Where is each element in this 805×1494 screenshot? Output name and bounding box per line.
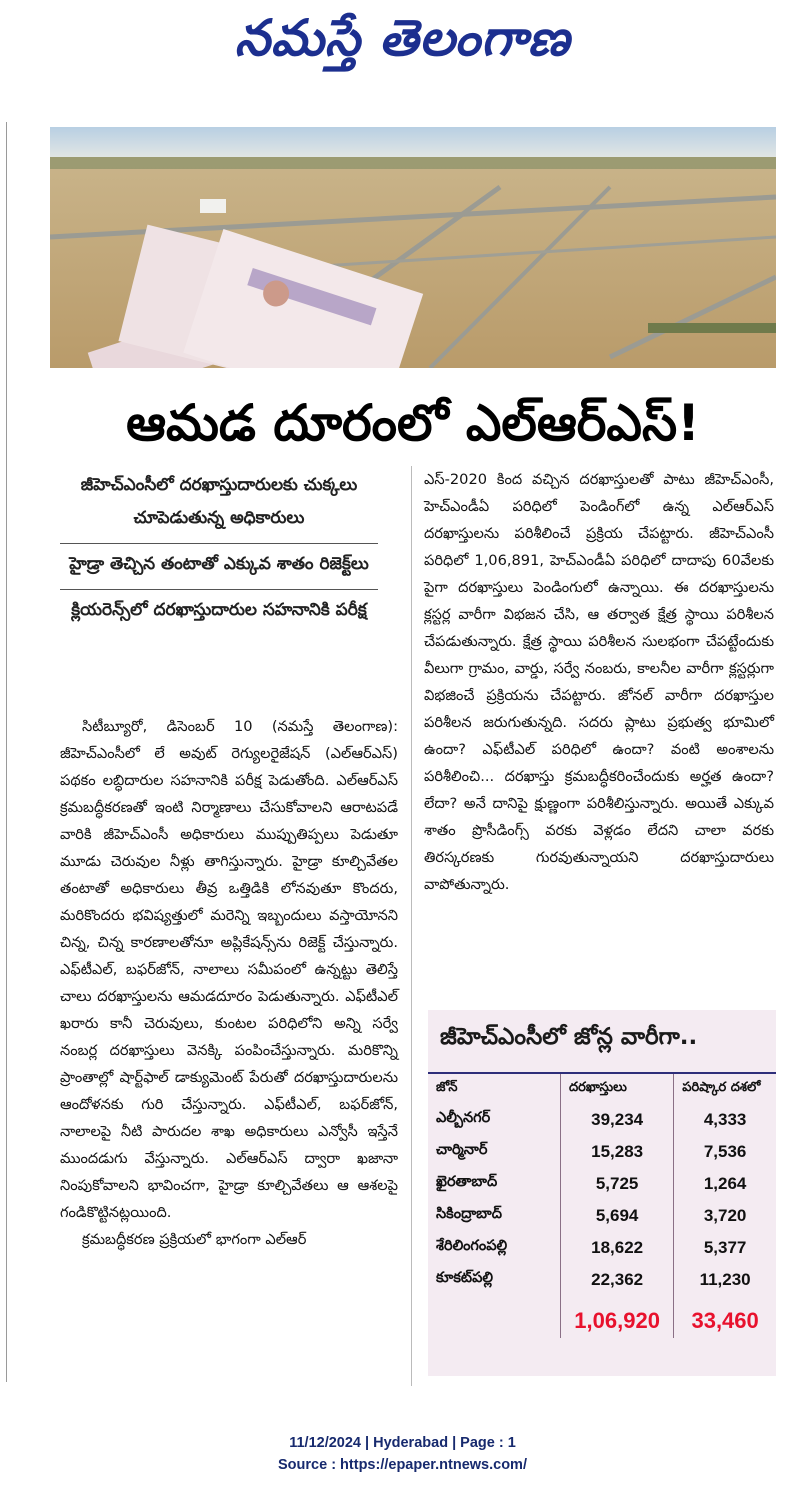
applications-count: 18,622	[561, 1232, 674, 1264]
page-footer	[0, 1432, 805, 1476]
article-body-right-column	[424, 466, 774, 898]
subheadings	[60, 465, 378, 635]
footer-date-line: 11/12/2024 | Hyderabad | Page : 1	[289, 1435, 516, 1451]
article-paragraph: క్రమబద్ధీకరణ ప్రక్రియలో భాగంగా ఎల్‌ఆర్‌	[82, 1231, 307, 1248]
zone-wise-table	[428, 1074, 776, 1338]
applications-count: 5,725	[561, 1168, 674, 1200]
in-process-count: 7,536	[674, 1136, 776, 1168]
applications-count: 39,234	[561, 1104, 674, 1136]
table-row	[428, 1232, 776, 1264]
article-body-left-column	[60, 713, 398, 1253]
in-process-count: 5,377	[674, 1232, 776, 1264]
in-process-count: 1,264	[674, 1168, 776, 1200]
total-in-process: 33,460	[674, 1296, 776, 1338]
zone-name: శేరిలింగంపల్లి	[436, 1238, 508, 1254]
lead-photo	[50, 127, 776, 368]
article-paragraph: సిటీబ్యూరో, డిసెంబర్‌ 10 (నమస్తే తెలంగాణ): జీహెచ్‌ఎంసీలో లే అవుట్‌ రెగ్యులరైజేషన్‌ (ఎల్‌ఆర్‌ఎస్‌) పథకం లబ్ధిదారుల సహనానికి పరీక్ష పెడుతోంది. ఎల్‌ఆర్‌ఎస్‌ క్రమబద్ధీకరణతో ఇంటి నిర్మాణాలు చేసుకోవాలని ఆరాటపడే వారికి జీహెచ్‌ఎంసీ అధికారులు ముప్పుతిప్పలు పెడుతూ మూడు చెరువుల నీళ్లు తాగిస్తున్నారు. హైడ్రా కూల్చివేతల తంటాతో అధికారులు తీవ్ర ఒత్తిడికి లోనవుతూ కొందరు, మరికొందరు భవిష్యత్తులో మరెన్ని ఇబ్బందులు వస్తాయోనని చిన్న, చిన్న కారణాలతోనూ అప్లికేషన్స్‌ను రిజెక్ట్‌ చేస్తున్నారు. ఎఫ్‌టీఎల్‌, బఫర్‌జోన్‌, నాలాలు సమీపంలో ఉన్నట్టు తెలిస్తే చాలు దరఖాస్తులను ఆమడదూరం పెడుతున్నారు. ఎఫ్‌టీఎల్‌ ఖరారు కానీ చెరువులు, కుంటల పరిధిలోని అన్ని సర్వే నంబర్ల దరఖాస్తులు వెనక్కి పంపించేస్తున్నారు. మరికొన్ని ప్రాంతాల్లో షార్ట్‌ఫాల్‌ డాక్యుమెంట్‌ పేరుతో దరఖాస్తుదారులను ఆందోళనకు గురి చేస్తున్నారు. ఎఫ్‌టీఎల్‌, బఫర్‌జోన్‌, నాలాలపై నీటి పారుదల శాఖ అధికారులు ఎన్వోసీ ఇస్తేనే ముందడుగు వేస్తున్నారు. ఎల్‌ఆర్‌ఎస్‌ ద్వారా ఖజానా నింపుకోవాలని భావించగా, హైడ్రా కూల్చివేతలు ఆ ఆశలపై గండికొట్టినట్లయింది.	[60, 718, 398, 1221]
table-row	[428, 1200, 776, 1232]
column-header-applications: దరఖాస్తులు	[561, 1074, 674, 1104]
headline: ఆమడ దూరంలో ఎల్‌ఆర్‌ఎస్‌!	[126, 394, 700, 452]
masthead: నమస్తే తెలంగాణ	[234, 8, 571, 67]
subheading-2: హైడ్రా తెచ్చిన తంటాతో ఎక్కువ శాతం రిజెక్ట్‌లు	[60, 544, 378, 590]
subheading-1: జీహెచ్‌ఎంసీలో దరఖాస్తుదారులకు చుక్కలు చూపెడుతున్న అధికారులు	[60, 465, 378, 544]
applications-count: 5,694	[561, 1200, 674, 1232]
table-total-row	[428, 1296, 776, 1338]
in-process-count: 11,230	[674, 1264, 776, 1296]
total-label-cell	[428, 1296, 561, 1338]
zone-name: ఎల్బీనగర్‌	[436, 1110, 491, 1126]
zone-name: సికింద్రాబాద్‌	[436, 1206, 502, 1222]
article-paragraph: ఎస్‌-2020 కింద వచ్చిన దరఖాస్తులతో పాటు జీహెచ్‌ఎంసీ, హెచ్‌ఎండీఏ పరిధిలో పెండింగ్‌లో ఉన్న ఎల్‌ఆర్‌ఎస్‌ దరఖాస్తులను పరిశీలించే ప్రక్రియ చేపట్టారు. జీహెచ్‌ఎంసీ పరిధిలో 1,06,891, హెచ్‌ఎండీఏ పరిధిలో దాదాపు 60వేలకు పైగా దరఖాస్తులు పెండింగులో ఉన్నాయి. ఈ దరఖాస్తులను క్లస్టర్ల వారీగా విభజన చేసి, ఆ తర్వాత క్షేత్ర స్థాయి పరిశీలన చేపడుతున్నారు. క్షేత్ర స్థాయి పరిశీలన సులభంగా చేపట్టేందుకు వీలుగా గ్రామం, వార్డు, సర్వే నంబరు, కాలనీల వారీగా క్లస్టర్లుగా విభజించే ప్రక్రియను చేపట్టారు. జోనల్‌ వారీగా దరఖాస్తుల పరిశీలన జరుగుతున్నది. సదరు ప్లాటు ప్రభుత్వ భూమిలో ఉందా? ఎఫ్‌టీఎల్‌ పరిధిలో ఉందా? వంటి అంశాలను పరిశీలించి... దరఖాస్తు క్రమబద్ధీకరించేందుకు అర్హత ఉందా? లేదా? అనే దానిపై క్షుణ్ణంగా పరిశీలిస్తున్నారు. అయితే ఎక్కువ శాతం ప్రొసీడింగ్స్‌ వరకు వెళ్లడం లేదని చాలా వరకు తిరస్కరణకు గురవుతున్నాయని దరఖాస్తుదారులు వాపోతున్నారు.	[424, 471, 774, 893]
table-header-row	[428, 1074, 776, 1104]
table-row	[428, 1104, 776, 1136]
applications-count: 15,283	[561, 1136, 674, 1168]
table-row	[428, 1264, 776, 1296]
applications-count: 22,362	[561, 1264, 674, 1296]
total-applications: 1,06,920	[561, 1296, 674, 1338]
in-process-count: 3,720	[674, 1200, 776, 1232]
footer-source-line: Source : https://epaper.ntnews.com/	[278, 1457, 527, 1473]
zone-name: కూకట్‌పల్లి	[436, 1270, 494, 1286]
in-process-count: 4,333	[674, 1104, 776, 1136]
column-header-in-process: పరిష్కార దశలో	[674, 1074, 776, 1104]
column-divider	[411, 466, 412, 1386]
column-header-zone: జోన్‌	[436, 1080, 458, 1095]
zone-wise-table-box	[428, 1010, 776, 1376]
table-row	[428, 1168, 776, 1200]
table-title: జీహెచ్‌ఎంసీలో జోన్ల వారీగా..	[428, 1010, 776, 1074]
table-row	[428, 1136, 776, 1168]
zone-name: ఖైరతాబాద్‌	[436, 1174, 498, 1190]
subheading-3: క్లియరెన్స్‌లో దరఖాస్తుదారుల సహనానికి పరీక్ష	[71, 600, 367, 620]
zone-name: చార్మినార్‌	[436, 1142, 488, 1158]
page-left-rule	[6, 122, 7, 1382]
